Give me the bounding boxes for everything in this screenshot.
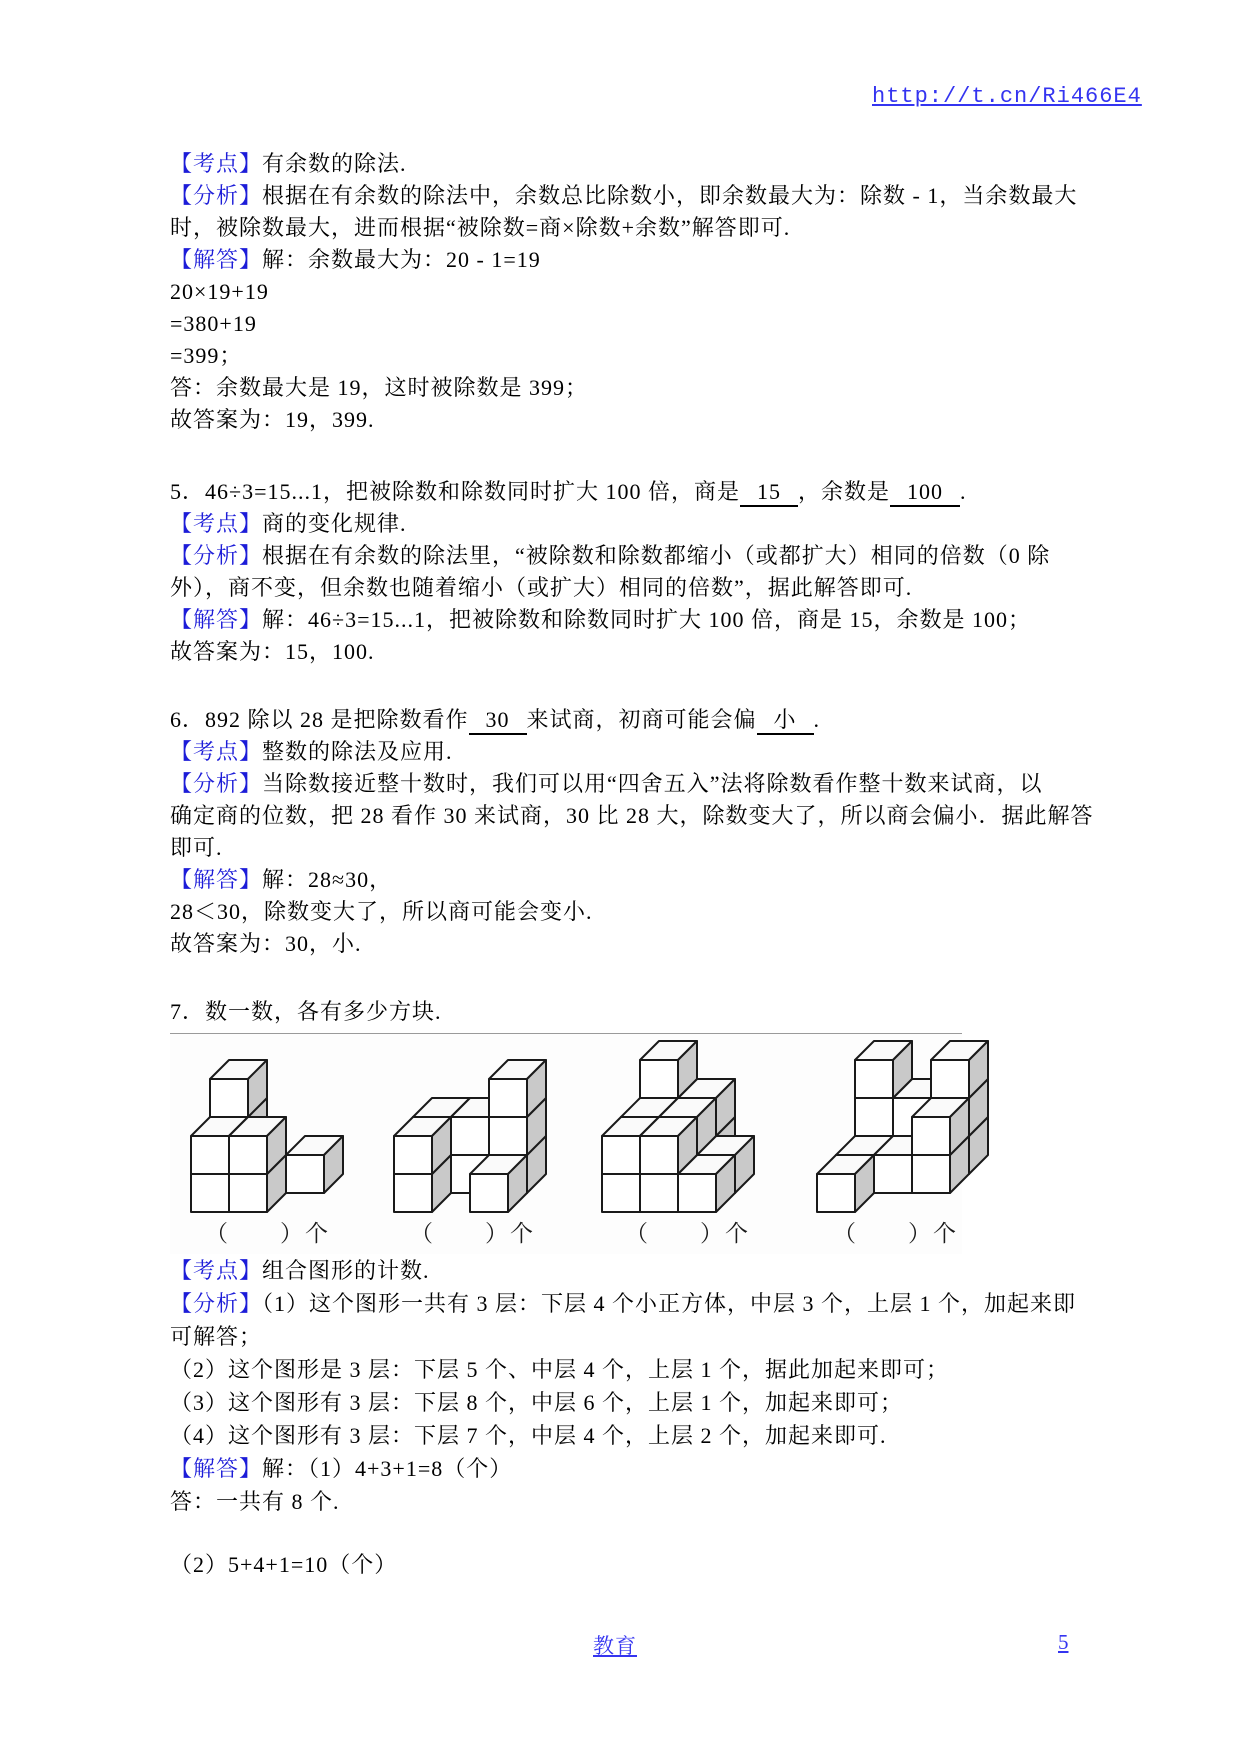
bracket-label: 【考点】 <box>170 511 263 536</box>
text-line <box>170 1254 1080 1287</box>
bracket-label: 【分析】 <box>170 1291 263 1316</box>
bracket-label: 【解答】 <box>170 607 263 632</box>
section-q5 <box>170 476 1080 668</box>
text-line <box>170 1419 1080 1452</box>
text-line <box>170 340 1080 372</box>
section-q7-solution <box>170 1254 1080 1518</box>
text-run: =399； <box>170 343 243 368</box>
text-run: 答：一共有 8 个. <box>170 1489 340 1514</box>
bracket-label: 【分析】 <box>170 543 263 568</box>
text-run: 20×19+19 <box>170 279 269 304</box>
bracket-label: 【考点】 <box>170 739 263 764</box>
text-run: 故答案为：30，小. <box>170 931 362 956</box>
bracket-label: 【考点】 <box>170 151 263 176</box>
text-run: 解：46÷3=15...1，把被除数和除数同时扩大 100 倍，商是 15，余数是 100； <box>262 607 1031 632</box>
text-run: . <box>960 479 967 504</box>
text-run: =380+19 <box>170 311 257 336</box>
answer-blank: 100 <box>890 479 960 507</box>
text-run: 根据在有余数的除法中，余数总比除数小，即余数最大为：除数 - 1，当余数最大 <box>262 183 1078 208</box>
text-run: 根据在有余数的除法里，“被除数和除数都缩小（或都扩大）相同的倍数（0 除 <box>262 543 1051 568</box>
text-run: 外），商不变，但余数也随着缩小（或扩大）相同的倍数”，据此解答即可. <box>170 575 913 600</box>
bracket-label: 【解答】 <box>170 1456 263 1481</box>
section-q7-heading <box>170 996 1080 1028</box>
text-line <box>170 148 1080 180</box>
text-line <box>170 244 1080 276</box>
section-q7-part2 <box>170 1548 1080 1581</box>
answer-blank: 30 <box>469 707 527 735</box>
text-run: 当除数接近整十数时，我们可以用“四舍五入”法将除数看作整十数来试商，以 <box>262 771 1043 796</box>
cube-figure-3 <box>598 1037 758 1216</box>
cube-figure-2 <box>390 1056 550 1216</box>
text-line <box>170 540 1080 572</box>
text-line <box>170 928 1080 960</box>
text-run: 解：（1）4+3+1=8（个） <box>262 1456 513 1481</box>
text-run: 故答案为：15，100. <box>170 639 375 664</box>
text-line <box>170 736 1080 768</box>
text-run: 组合图形的计数. <box>262 1258 430 1283</box>
text-line <box>170 476 1080 508</box>
text-line <box>170 1353 1080 1386</box>
text-run: （3）这个图形有 3 层：下层 8 个，中层 6 个，上层 1 个，加起来即可； <box>170 1390 904 1415</box>
text-line <box>170 996 1080 1028</box>
text-run: （2）5+4+1=10（个） <box>170 1552 398 1577</box>
answer-blank-caption: （ ）个 <box>410 1221 535 1246</box>
text-run: （4）这个图形有 3 层：下层 7 个，中层 4 个，上层 2 个，加起来即可. <box>170 1423 887 1448</box>
bracket-label: 【分析】 <box>170 771 263 796</box>
text-line <box>170 308 1080 340</box>
text-run: 6．892 除以 28 是把除数看作 <box>170 707 469 732</box>
text-run: （2）这个图形是 3 层：下层 5 个、中层 4 个，上层 1 个，据此加起来即可； <box>170 1357 950 1382</box>
bracket-label: 【考点】 <box>170 1258 263 1283</box>
page-number-link[interactable]: 5 <box>1058 1630 1069 1654</box>
text-run: 时，被除数最大，进而根据“被除数=商×除数+余数”解答即可. <box>170 215 791 240</box>
text-line <box>170 372 1080 404</box>
cube-figure-1 <box>187 1056 347 1216</box>
text-line <box>170 508 1080 540</box>
text-run: 5．46÷3=15...1，把被除数和除数同时扩大 100 倍，商是 <box>170 479 740 504</box>
text-run: ，余数是 <box>797 479 890 504</box>
header-short-url-link[interactable]: http://t.cn/Ri466E4 <box>872 84 1142 109</box>
text-line <box>170 1452 1080 1485</box>
section-q4-solution <box>170 148 1080 436</box>
text-line <box>170 604 1080 636</box>
answer-blank: 小 <box>757 707 814 735</box>
text-run: . <box>813 707 821 732</box>
text-line <box>170 1386 1080 1419</box>
text-line <box>170 768 1080 800</box>
text-run: 整数的除法及应用. <box>262 739 453 764</box>
text-run: 来试商，初商可能会偏 <box>526 707 757 732</box>
bracket-label: 【解答】 <box>170 867 263 892</box>
bracket-label: 【分析】 <box>170 183 263 208</box>
section-q6 <box>170 704 1094 960</box>
answer-blank-caption: （ ）个 <box>205 1221 330 1246</box>
text-run: 商的变化规律. <box>262 511 407 536</box>
footer-edu-link[interactable]: 教育 <box>593 1634 637 1658</box>
text-run: 有余数的除法. <box>262 151 407 176</box>
text-line <box>170 572 1080 604</box>
answer-blank-caption: （ ）个 <box>833 1221 958 1246</box>
text-run: 7．数一数，各有多少方块. <box>170 999 442 1024</box>
question7-cube-figures-image <box>170 1033 962 1254</box>
answer-blank-caption: （ ）个 <box>625 1221 750 1246</box>
text-line <box>170 276 1080 308</box>
text-line <box>170 864 1080 896</box>
answer-blank: 15 <box>740 479 798 507</box>
text-line <box>170 1548 1080 1581</box>
text-line <box>170 636 1080 668</box>
text-line <box>170 704 1080 736</box>
text-line <box>170 1320 1080 1353</box>
text-line <box>170 180 1080 212</box>
text-line <box>170 800 1094 832</box>
text-run: （1）这个图形一共有 3 层：下层 4 个小正方体，中层 3 个，上层 1 个，加起来即 <box>262 1291 1077 1316</box>
text-line <box>170 212 1080 244</box>
text-run: 即可. <box>170 835 223 860</box>
text-line <box>170 896 1080 928</box>
text-line <box>170 1485 1080 1518</box>
text-run: 解：余数最大为：20 - 1=19 <box>262 247 541 272</box>
text-run: 故答案为：19，399. <box>170 407 375 432</box>
text-run: 28＜30，除数变大了，所以商可能会变小. <box>170 899 593 924</box>
text-run: 可解答； <box>170 1324 263 1349</box>
cube-figure-4 <box>813 1037 992 1216</box>
text-run: 答：余数最大是 19，这时被除数是 399； <box>170 375 589 400</box>
text-run: 解：28≈30， <box>262 867 393 892</box>
text-run: 确定商的位数，把 28 看作 30 来试商，30 比 28 大，除数变大了，所以商会偏小．据此解答 <box>170 803 1094 828</box>
text-line <box>170 832 1080 864</box>
text-line <box>170 404 1080 436</box>
bracket-label: 【解答】 <box>170 247 263 272</box>
text-line <box>170 1287 1080 1320</box>
